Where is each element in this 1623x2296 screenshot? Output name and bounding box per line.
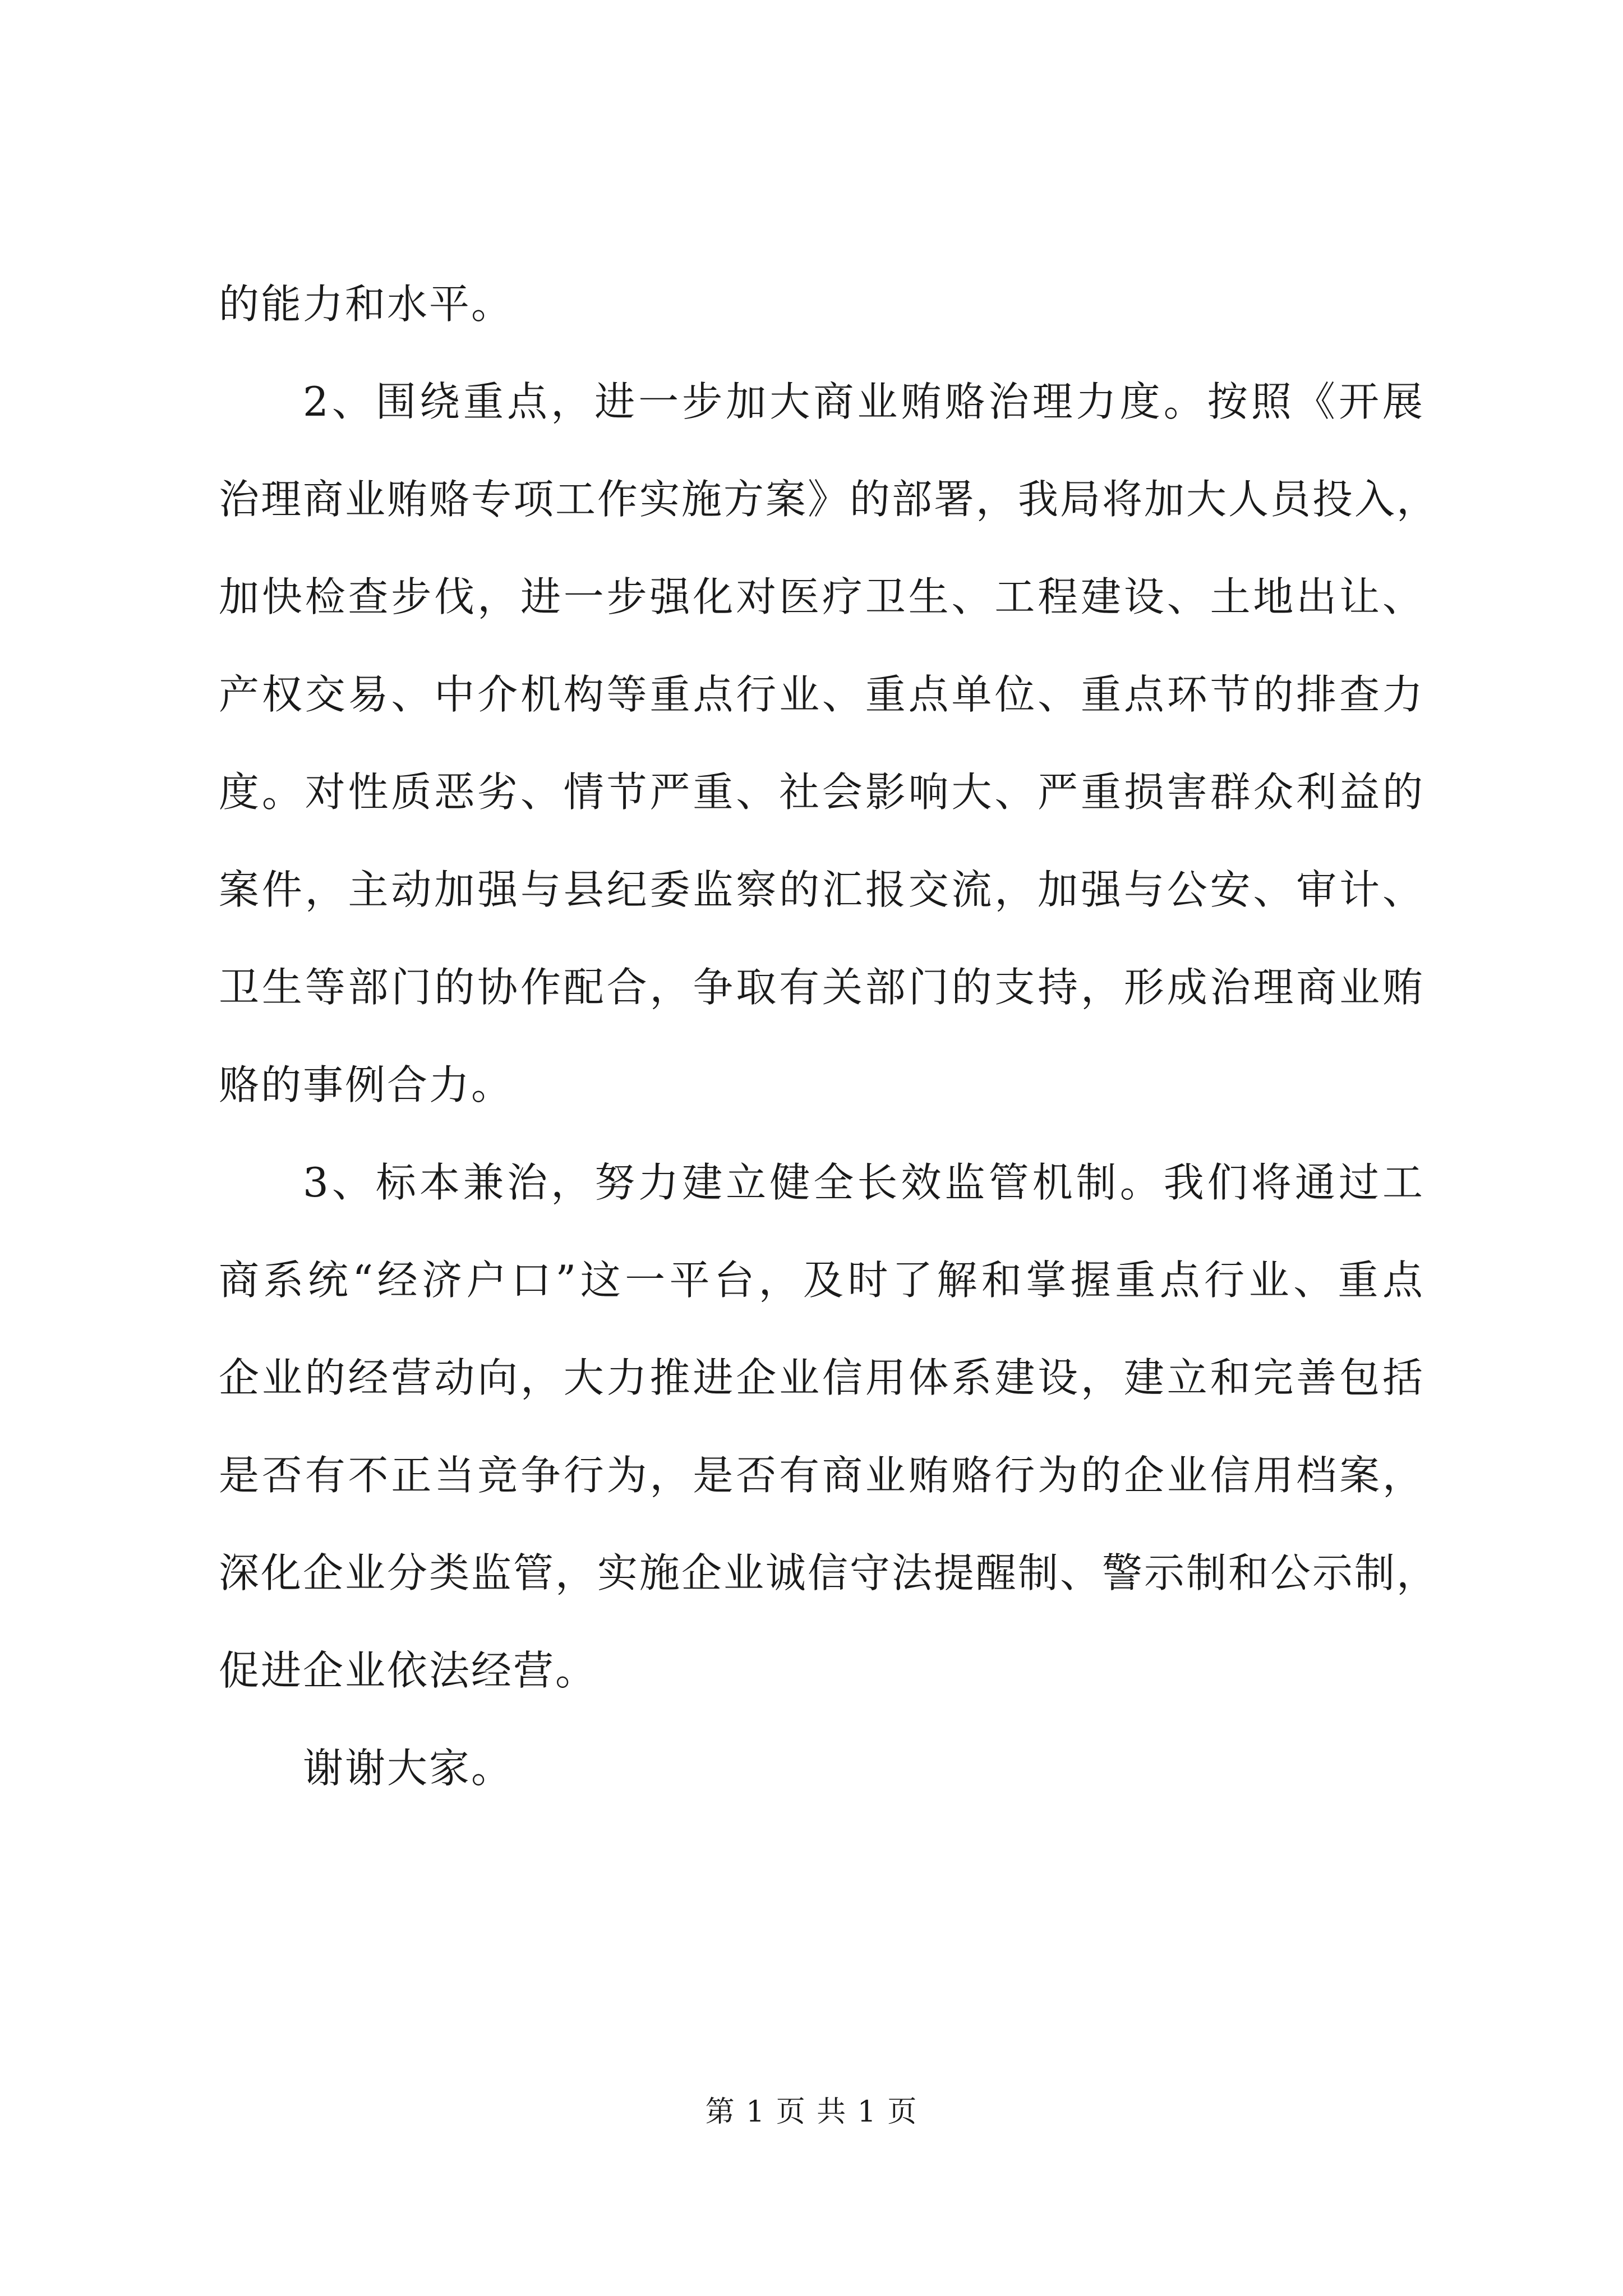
paragraph-line: 赂的事例合力。 [219,1061,514,1108]
paragraph-line: 的能力和水平。 [219,280,514,328]
closing-line: 谢谢大家。 [303,1745,514,1792]
paragraph-line: 案件，主动加强与县纪委监察的汇报交流，加强与公安、审计、 [219,866,1424,913]
paragraph-line: 企业的经营动向，大力推进企业信用体系建设，建立和完善包括 [219,1354,1424,1401]
paragraph-line: 是否有不正当竞争行为，是否有商业贿赂行为的企业信用档案， [219,1452,1424,1499]
paragraph-line: 促进企业依法经营。 [219,1647,598,1694]
paragraph-line: 3、标本兼治，努力建立健全长效监管机制。我们将通过工 [303,1159,1424,1206]
paragraph-line: 2、围绕重点，进一步加大商业贿赂治理力度。按照《开展 [303,378,1424,425]
document-body [219,255,1439,1817]
paragraph-line: 商系统“经济户口”这一平台，及时了解和掌握重点行业、重点 [219,1257,1424,1304]
paragraph-line: 产权交易、中介机构等重点行业、重点单位、重点环节的排查力 [219,671,1424,718]
paragraph-line: 加快检查步伐，进一步强化对医疗卫生、工程建设、土地出让、 [219,573,1424,620]
paragraph-line: 治理商业贿赂专项工作实施方案》的部署，我局将加大人员投入， [219,476,1439,523]
paragraph-line: 卫生等部门的协作配合，争取有关部门的支持，形成治理商业贿 [219,964,1424,1011]
page-number-footer: 第 1 页 共 1 页 [705,2095,918,2129]
paragraph-line: 深化企业分类监管，实施企业诚信守法提醒制、警示制和公示制， [219,1549,1439,1596]
paragraph-line: 度。对性质恶劣、情节严重、社会影响大、严重损害群众利益的 [219,769,1424,816]
